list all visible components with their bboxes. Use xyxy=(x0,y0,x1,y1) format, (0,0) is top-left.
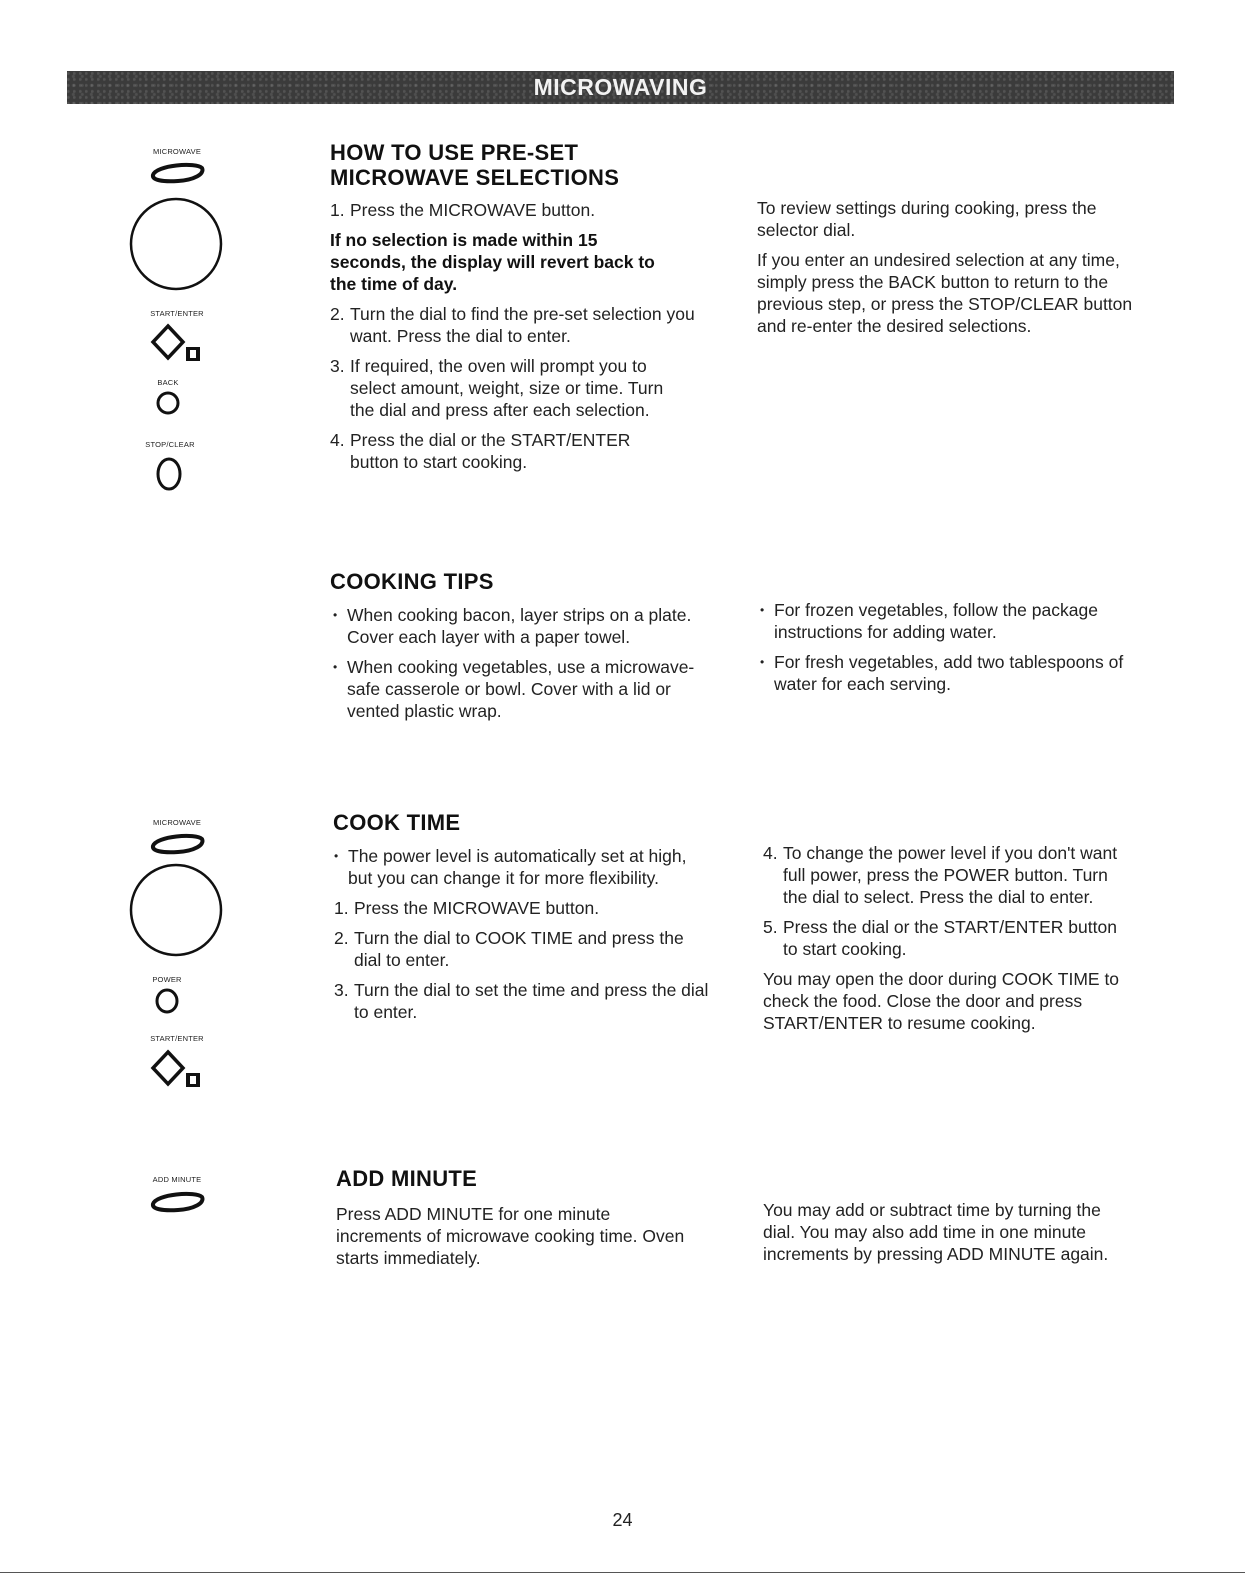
step-text: Press the MICROWAVE button. xyxy=(350,200,596,220)
cook-time-step-4 xyxy=(763,842,1135,908)
stop-clear-button-label: STOP/CLEAR xyxy=(145,440,195,449)
selector-dial-icon xyxy=(128,196,224,292)
cook-time-step-2 xyxy=(334,927,709,971)
tips-section-title: COOKING TIPS xyxy=(330,569,494,594)
microwave-button-icon xyxy=(150,159,206,185)
microwave-button-label: MICROWAVE xyxy=(152,818,202,827)
back-button-icon xyxy=(155,390,181,416)
add-minute-left-column xyxy=(336,1203,696,1277)
preset-right-column xyxy=(757,197,1137,345)
preset-review-note: To review settings during cooking, press the selector dial. xyxy=(757,198,1097,240)
tips-left-column xyxy=(333,604,703,730)
step-text: Turn the dial to COOK TIME and press the dial to enter. xyxy=(354,928,684,970)
tip-frozen-vegetables xyxy=(760,599,1130,643)
preset-step-4 xyxy=(330,429,675,473)
tip-text: For fresh vegetables, add two tablespoons of water for each serving. xyxy=(774,652,1124,694)
add-minute-right-column xyxy=(763,1199,1135,1273)
microwave-button-label: MICROWAVE xyxy=(152,147,202,156)
selector-dial-icon xyxy=(128,862,224,958)
power-button-label: POWER xyxy=(152,975,182,984)
stop-clear-button-icon xyxy=(154,454,184,494)
step-number: 2. xyxy=(334,928,349,948)
tip-fresh-vegetables xyxy=(760,651,1130,695)
preset-step-1 xyxy=(330,199,720,221)
bullet: • xyxy=(333,608,338,622)
preset-section-title xyxy=(330,140,619,190)
bullet: • xyxy=(333,660,338,674)
intro-text: The power level is automatically set at high, but you can change it for more flexibility. xyxy=(348,846,687,888)
bottom-rule xyxy=(0,1572,1245,1573)
section-title-microwaving: MICROWAVING xyxy=(533,74,708,100)
bullet: • xyxy=(760,655,765,669)
cook-time-step-1 xyxy=(334,897,709,919)
bullet: • xyxy=(334,849,339,863)
add-minute-dial-note: You may add or subtract time by turning the dial. You may also add time in one minute increments by pressing ADD MINUTE again. xyxy=(763,1200,1109,1264)
preset-title-line1: HOW TO USE PRE-SET xyxy=(330,140,579,165)
cook-time-step-5 xyxy=(763,916,1135,960)
step-number: 4. xyxy=(330,430,345,450)
preset-step-3 xyxy=(330,355,675,421)
preset-step-2 xyxy=(330,303,720,347)
tips-right-column xyxy=(760,599,1130,703)
step-text: Turn the dial to set the time and press the dial to enter. xyxy=(354,980,709,1022)
start-enter-button-icon xyxy=(150,322,210,366)
back-button-label: BACK xyxy=(157,378,179,387)
cook-time-left-column xyxy=(334,845,709,1031)
step-text: Press the MICROWAVE button. xyxy=(354,898,600,918)
section-header-bar xyxy=(67,71,1174,104)
step-text: Turn the dial to find the pre-set selection you want. Press the dial to enter. xyxy=(350,304,695,346)
add-minute-description: Press ADD MINUTE for one minute increments of microwave cooking time. Oven starts immediately. xyxy=(336,1204,685,1268)
add-minute-section-title: ADD MINUTE xyxy=(336,1166,478,1191)
cook-time-step-3 xyxy=(334,979,709,1023)
bullet: • xyxy=(760,603,765,617)
cook-time-section-title: COOK TIME xyxy=(333,810,461,835)
step-number: 1. xyxy=(330,200,345,220)
tip-bacon xyxy=(333,604,703,648)
preset-back-note: If you enter an undesired selection at any time, simply press the BACK button to return to the previous step, or press the STOP/CLEAR button and re-enter the desired selections. xyxy=(757,250,1133,336)
power-button-icon xyxy=(154,987,180,1015)
tip-text: For frozen vegetables, follow the package instructions for adding water. xyxy=(774,600,1098,642)
start-enter-button-label: START/ENTER xyxy=(150,309,204,318)
step-number: 2. xyxy=(330,304,345,324)
cook-time-intro xyxy=(334,845,709,889)
step-number: 1. xyxy=(334,898,349,918)
cook-time-door-note: You may open the door during COOK TIME to check the food. Close the door and press START/ENTER to resume cooking. xyxy=(763,969,1120,1033)
tip-text: When cooking vegetables, use a microwave-safe casserole or bowl. Cover with a lid or vented plastic wrap. xyxy=(347,657,695,721)
start-enter-button-label: START/ENTER xyxy=(150,1034,204,1043)
add-minute-button-label: ADD MINUTE xyxy=(152,1175,202,1184)
step-text: If required, the oven will prompt you to select amount, weight, size or time. Turn the dial and press after each selection. xyxy=(350,356,664,420)
step-number: 4. xyxy=(763,843,778,863)
step-text: Press the dial or the START/ENTER button to start cooking. xyxy=(350,430,631,472)
tip-vegetables xyxy=(333,656,703,722)
step-number: 3. xyxy=(330,356,345,376)
step-number: 5. xyxy=(763,917,778,937)
start-enter-button-icon xyxy=(150,1048,210,1092)
preset-timeout-note: If no selection is made within 15 seconds, the display will revert back to the time of day. xyxy=(330,230,655,294)
cook-time-right-column xyxy=(763,842,1135,1042)
page-number: 24 xyxy=(612,1510,633,1530)
preset-left-column xyxy=(330,199,720,481)
add-minute-button-icon xyxy=(150,1188,206,1214)
preset-title-line2: MICROWAVE SELECTIONS xyxy=(330,165,620,190)
step-number: 3. xyxy=(334,980,349,1000)
step-text: Press the dial or the START/ENTER button to start cooking. xyxy=(783,917,1117,959)
microwave-button-icon xyxy=(150,830,206,856)
tip-text: When cooking bacon, layer strips on a plate. Cover each layer with a paper towel. xyxy=(347,605,692,647)
step-text: To change the power level if you don't want full power, press the POWER button. Turn the dial to select. Press the dial to enter. xyxy=(783,843,1118,907)
